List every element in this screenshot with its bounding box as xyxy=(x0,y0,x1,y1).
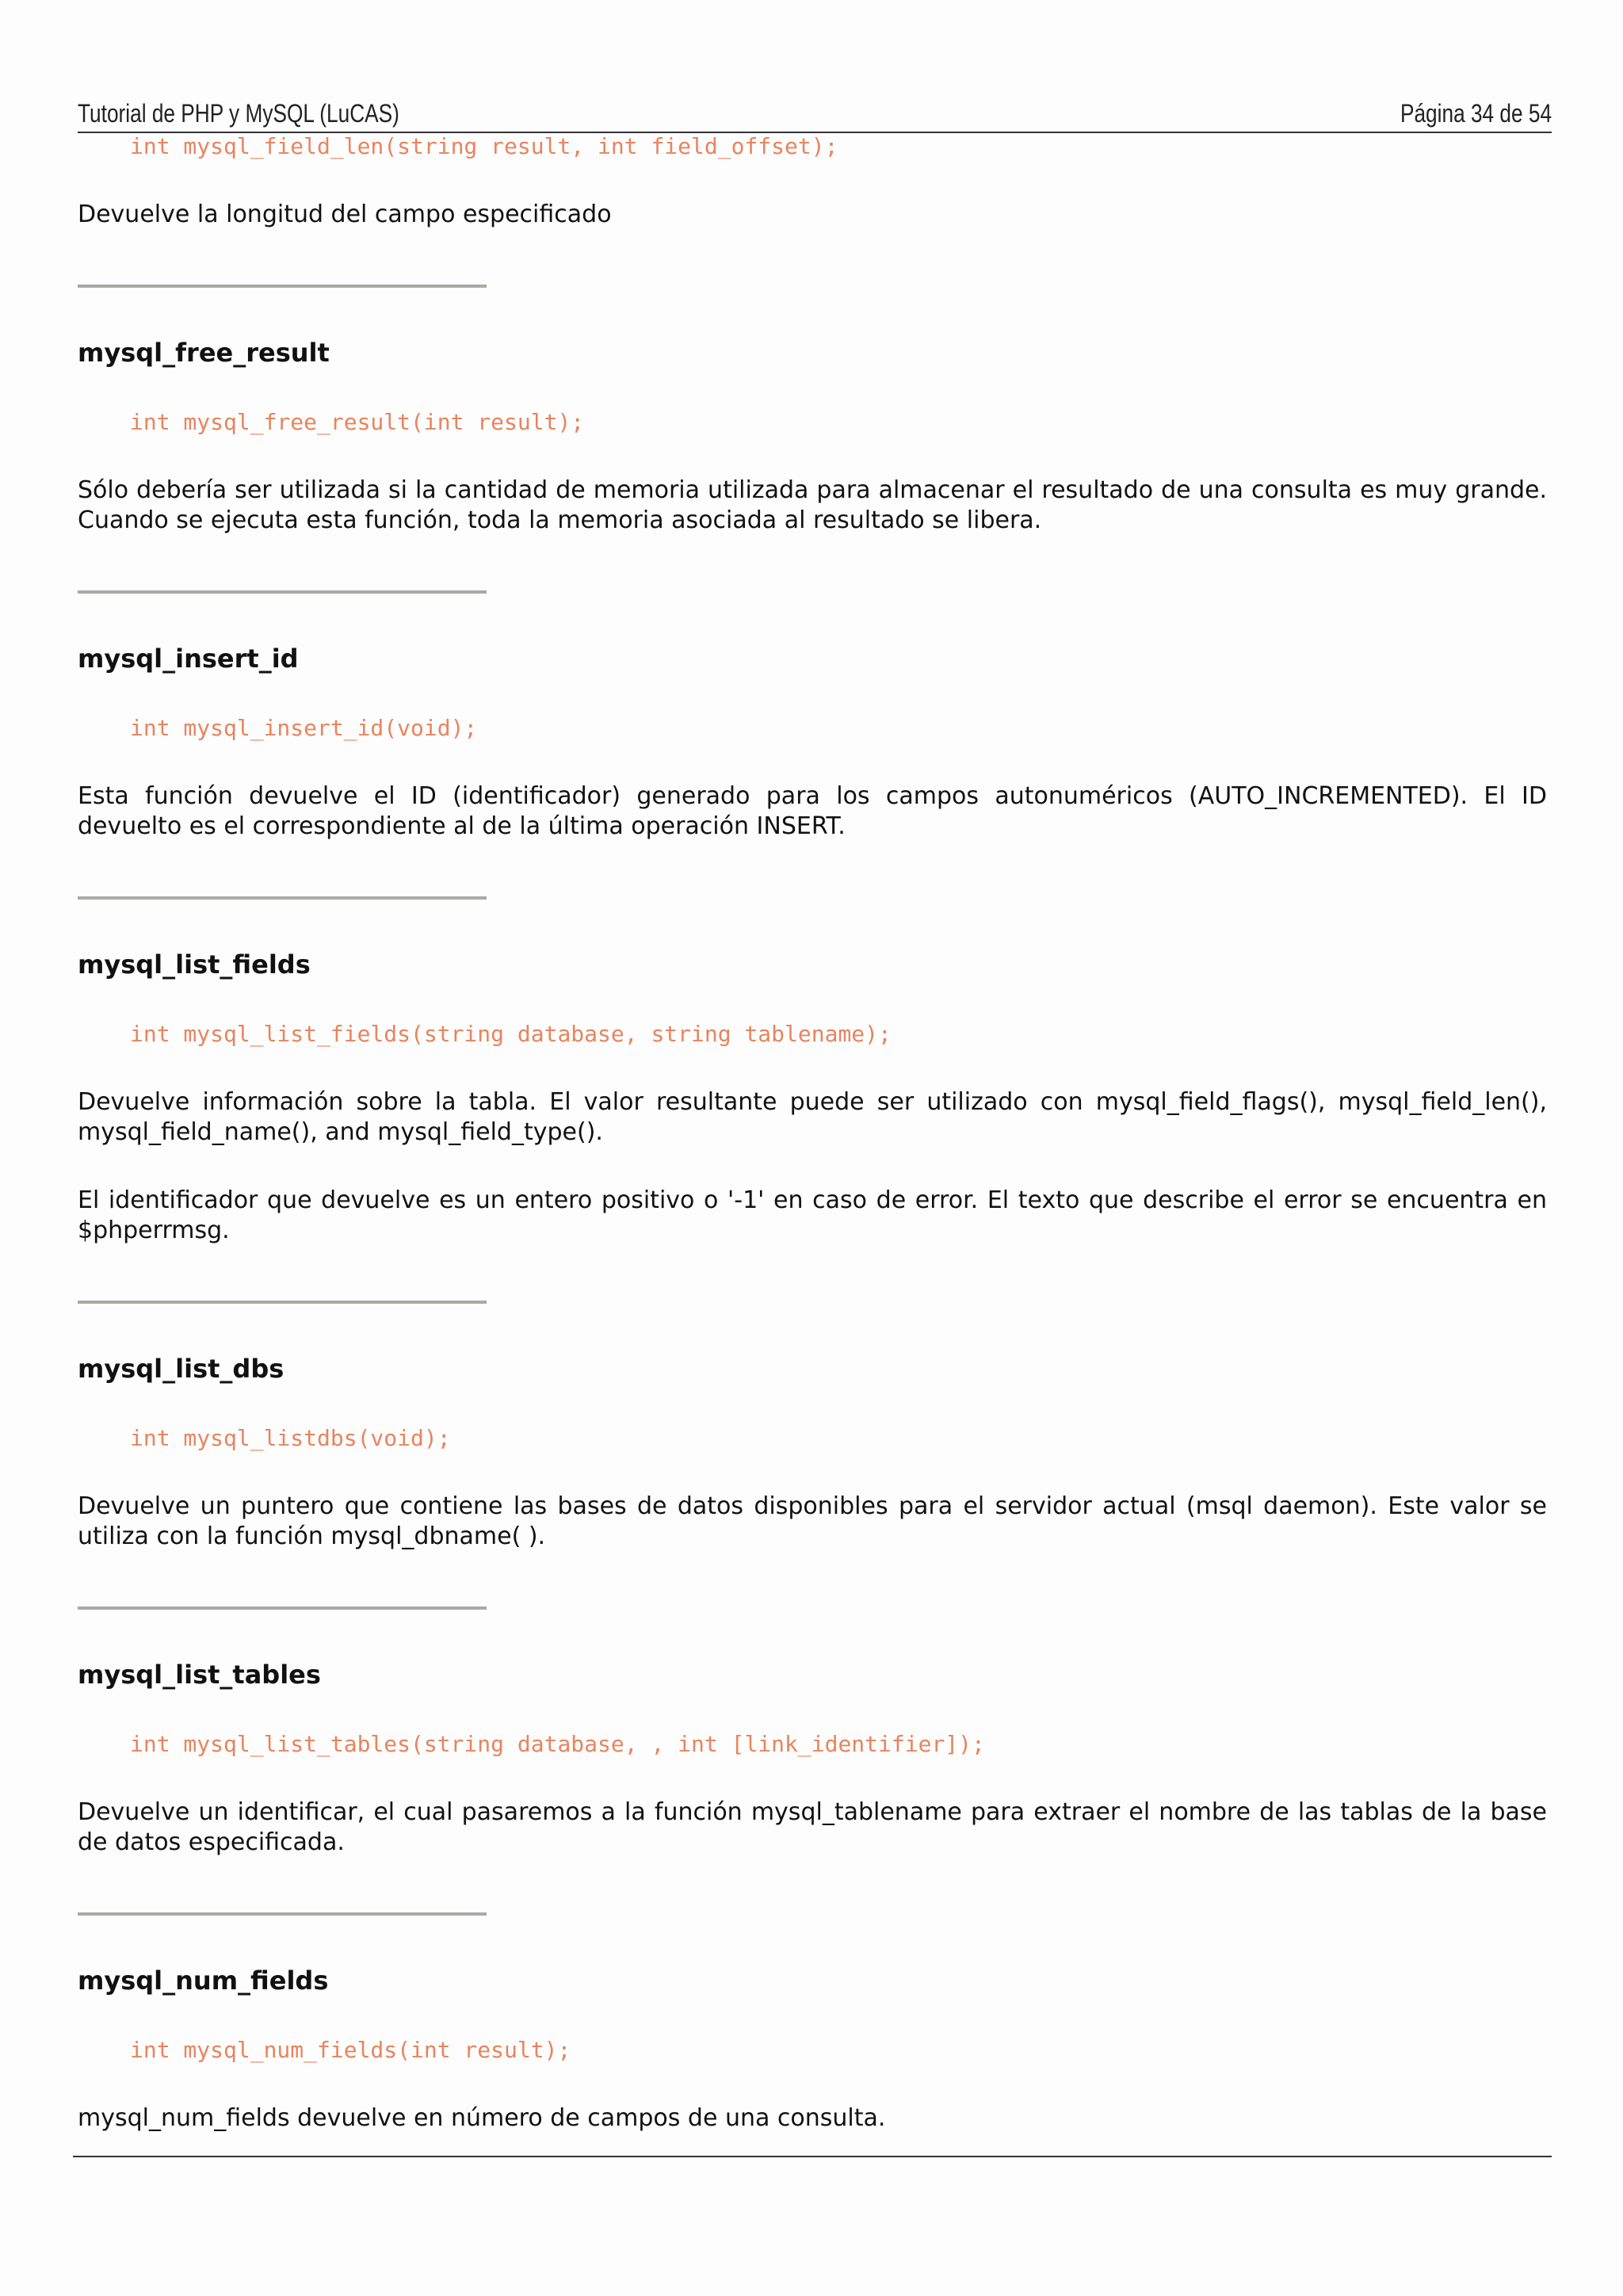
document-title: Tutorial de PHP y MySQL (LuCAS) xyxy=(78,99,399,128)
function-description: El identificador que devuelve es un entero positivo o '-1' en caso de error. El texto que describe el error se encuentra en $phperrmsg. xyxy=(78,1186,1547,1244)
section-separator xyxy=(78,285,487,288)
function-description: Devuelve un puntero que contiene las bases de datos disponibles para el servidor actual (msql daemon). Este valor se utiliza con la función mysql_dbname( ). xyxy=(78,1492,1547,1550)
function-heading: mysql_num_fields xyxy=(78,1966,329,1996)
function-signature: int mysql_insert_id(void); xyxy=(130,715,478,741)
function-description: mysql_num_fields devuelve en número de campos de una consulta. xyxy=(78,2104,886,2132)
function-description: Devuelve información sobre la tabla. El valor resultante puede ser utilizado con mysql_field_flags(), mysql_field_len(), mysql_field_name(), and mysql_field_type(). xyxy=(78,1088,1547,1146)
function-heading: mysql_list_fields xyxy=(78,949,311,980)
intro-description: Devuelve la longitud del campo especificado xyxy=(78,201,612,228)
section-separator xyxy=(78,590,487,594)
section-separator xyxy=(78,1301,487,1304)
function-heading: mysql_free_result xyxy=(78,338,330,368)
page-header xyxy=(78,94,1552,133)
function-signature: int mysql_list_tables(string database, , int [link_identifier]); xyxy=(130,1731,985,1757)
function-description: Sólo debería ser utilizada si la cantidad de memoria utilizada para almacenar el resultado de una consulta es muy grande. Cuando se ejecuta esta función, toda la memoria asociada al resultado se libera. xyxy=(78,476,1547,534)
function-signature: int mysql_free_result(int result); xyxy=(130,409,585,435)
function-signature: int mysql_list_fields(string database, string tablename); xyxy=(130,1021,892,1047)
function-description: Esta función devuelve el ID (identificador) generado para los campos autonuméricos (AUTO_INCREMENTED). El ID devuelto es el correspondiente al de la última operación INSERT. xyxy=(78,782,1547,840)
footer-rule xyxy=(73,2156,1552,2157)
function-signature: int mysql_listdbs(void); xyxy=(130,1425,451,1451)
function-description: Devuelve un identificar, el cual pasaremos a la función mysql_tablename para extraer el nombre de las tablas de la base de datos especificada. xyxy=(78,1798,1547,1856)
function-signature: int mysql_num_fields(int result); xyxy=(130,2037,571,2063)
function-heading: mysql_insert_id xyxy=(78,644,299,674)
intro-code-signature: int mysql_field_len(string result, int field_offset); xyxy=(130,133,838,159)
section-separator xyxy=(78,1912,487,1916)
function-heading: mysql_list_tables xyxy=(78,1660,321,1690)
function-heading: mysql_list_dbs xyxy=(78,1354,285,1384)
section-separator xyxy=(78,1606,487,1610)
page-number: Página 34 de 54 xyxy=(1400,99,1552,128)
page-content xyxy=(78,133,1547,2134)
section-separator xyxy=(78,896,487,900)
